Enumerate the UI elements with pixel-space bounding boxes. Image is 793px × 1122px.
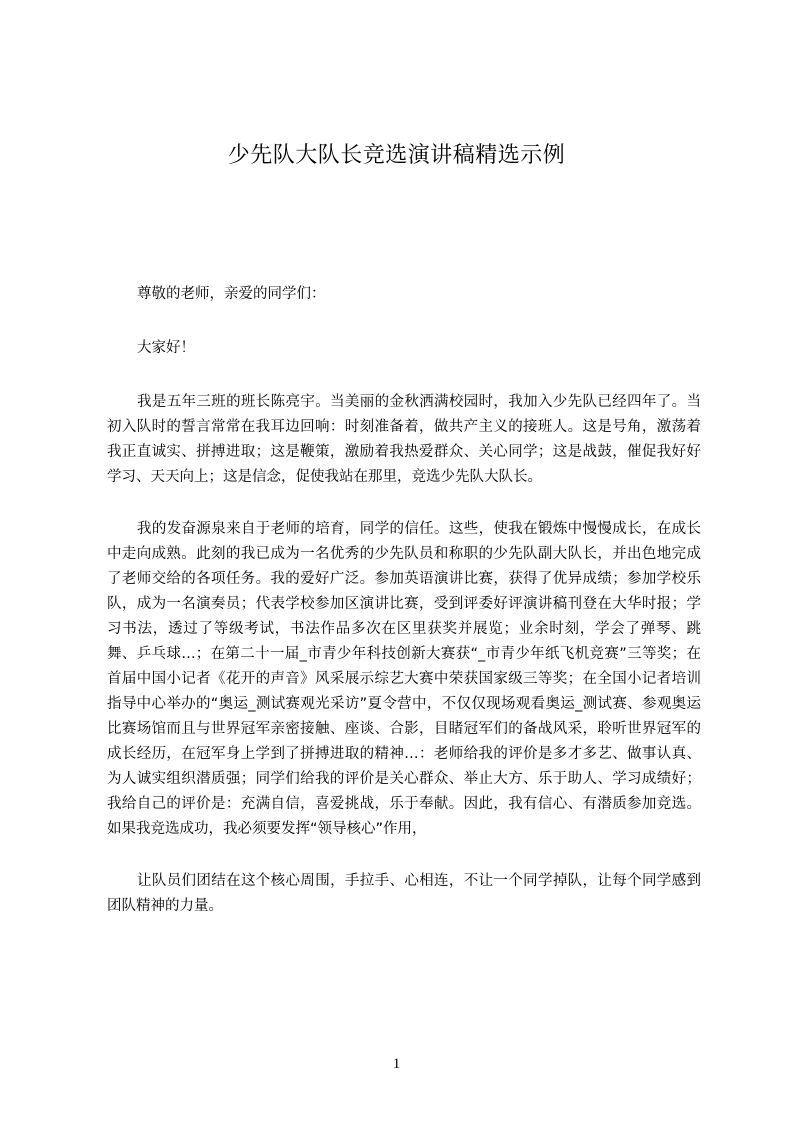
achievements-paragraph: 我的发奋源泉来自于老师的培育，同学的信任。这些，使我在锻炼中慢慢成长，在成长中走向成熟。此刻的我已成为一名优秀的少先队员和称职的少先队副大队长，并出色地完成了老师交给的各项任务。我的爱好广泛。参加英语演讲比赛，获得了优异成绩；参加学校乐队，成为一名演奏员；代表学校参加区演讲比赛，受到评委好评演讲稿刊登在大华时报；学习书法，透过了等级考试，书法作品多次在区里获奖并展览；业余时刻，学会了弹琴、跳舞、乒乓球…；在第二十一届_市青少年科技创新大赛获“_市青少年纸飞机竞赛”三等奖；在首届中国小记者《花开的声音》风采展示综艺大赛中荣获国家级三等奖；在全国小记者培训指导中心举办的“奥运_测试赛观光采访”夏令营中，不仅仅现场观看奥运_测试赛、参观奥运比赛场馆而且与世界冠军亲密接触、座谈、合影，目睹冠军们的备战风采，聆听世界冠军的成长经历，在冠军身上学到了拼搏进取的精神…：老师给我的评价是多才多艺、做事认真、为人诚实组织潜质强；同学们给我的评价是关心群众、举止大方、乐于助人、学习成绩好；我给自己的评价是：充满自信，喜爱挑战，乐于奉献。因此，我有信心、有潜质参加竞选。如果我竞选成功，我必须要发挥“领导核心”作用， bbox=[107, 521, 701, 837]
document-title: 少先队大队长竞选演讲稿精选示例 bbox=[227, 143, 566, 168]
greeting-paragraph: 大家好！ bbox=[137, 340, 195, 356]
introduction-paragraph: 我是五年三班的班长陈亮宇。当美丽的金秋洒满校园时，我加入少先队已经四年了。当初入队时的誓言常常在我耳边回响：时刻准备着，做共产主义的接班人。这是号角，激荡着我正直诚实、拼搏进取；这是鞭策，激励着我热爱群众、关心同学；这是战鼓，催促我好好学习、天天向上；这是信念，促使我站在那里，竞选少先队大队长。 bbox=[107, 394, 701, 485]
salutation-paragraph: 尊敬的老师，亲爱的同学们： bbox=[137, 286, 326, 302]
page-number: 1 bbox=[392, 1056, 401, 1072]
document-body bbox=[107, 282, 701, 919]
team-spirit-paragraph: 让队员们团结在这个核心周围，手拉手、心相连，不让一个同学掉队，让每个同学感到团队精神的力量。 bbox=[107, 873, 701, 914]
